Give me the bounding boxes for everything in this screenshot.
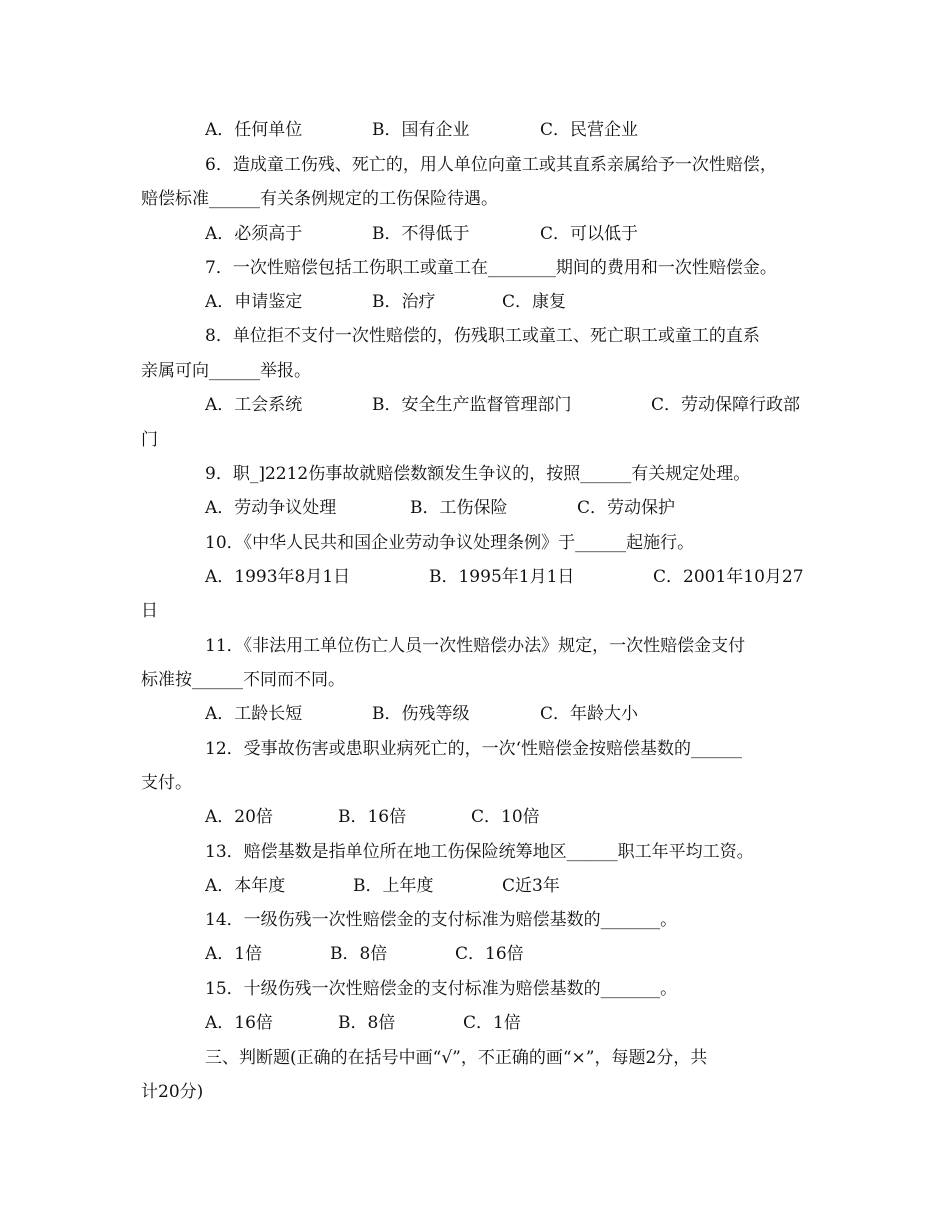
q15-stem-line1: 15．十级伤残一次性赔偿金的支付标准为赔偿基数的_______。 — [205, 979, 678, 999]
section3-heading-line2: 计20分) — [141, 1082, 204, 1102]
q9-option-b: B．工伤保险 — [410, 498, 508, 518]
q8-option-b: B．安全生产监督管理部门 — [372, 395, 572, 415]
q11-option-a: A．工龄长短 — [205, 704, 303, 724]
q10-stem-line1: 10．《中华人民共和国企业劳动争议处理条例》于______起施行。 — [205, 533, 695, 553]
section3-heading-line1: 三、判断题(正确的在括号中画“√”，不正确的画“×”，每题2分，共 — [205, 1048, 708, 1068]
q10-option-b: B．1995年1月1日 — [429, 567, 575, 587]
q5-option-c: C．民营企业 — [540, 120, 639, 140]
q7-option-c: C．康复 — [502, 292, 567, 312]
q9-option-c: C．劳动保护 — [577, 498, 676, 518]
q12-option-b: B．16倍 — [338, 807, 407, 827]
q15-option-a: A．16倍 — [205, 1013, 273, 1033]
q9-stem-line1: 9．职_]2212伤事故就赔偿数额发生争议的，按照______有关规定处理。 — [205, 464, 751, 484]
q11-stem-line2: 标准按______不同而不同。 — [141, 670, 345, 690]
q11-stem-line1: 11．《非法用工单位伤亡人员一次性赔偿办法》规定，一次性赔偿金支付 — [205, 636, 746, 656]
q7-stem-line1: 7．一次性赔偿包括工伤职工或童工在________期间的费用和一次性赔偿金。 — [205, 258, 777, 278]
q12-option-c: C．10倍 — [471, 807, 540, 827]
q6-option-a: A．必须高于 — [205, 224, 303, 244]
q6-stem-line1: 6．造成童工伤残、死亡的，用人单位向童工或其直系亲属给予一次性赔偿， — [205, 155, 777, 175]
q10-option-a: A．1993年8月1日 — [205, 567, 351, 587]
q11-option-b: B．伤残等级 — [372, 704, 470, 724]
q9-option-a: A．劳动争议处理 — [205, 498, 337, 518]
q14-stem-line1: 14．一级伤残一次性赔偿金的支付标准为赔偿基数的_______。 — [205, 910, 678, 930]
q8-option-c-wrap: 门 — [141, 430, 158, 450]
q8-stem-line2: 亲属可向______举报。 — [141, 361, 311, 381]
q14-option-b: B．8倍 — [330, 944, 388, 964]
q13-option-c: C近3年 — [502, 876, 560, 896]
q8-stem-line1: 8．单位拒不支付一次性赔偿的，伤残职工或童工、死亡职工或童工的直系 — [205, 326, 760, 346]
q5-option-b: B．国有企业 — [372, 120, 470, 140]
q13-option-b: B．上年度 — [353, 876, 434, 896]
q13-stem-line1: 13．赔偿基数是指单位所在地工伤保险统筹地区______职工年平均工资。 — [205, 842, 754, 862]
q15-option-b: B．8倍 — [338, 1013, 396, 1033]
q14-option-a: A．1倍 — [205, 944, 263, 964]
q6-option-c: C．可以低于 — [540, 224, 639, 244]
q7-option-b: B．治疗 — [372, 292, 436, 312]
q14-option-c: C．16倍 — [455, 944, 524, 964]
q6-stem-line2: 赔偿标准______有关条例规定的工伤保险待遇。 — [141, 189, 498, 209]
q15-option-c: C．1倍 — [463, 1013, 521, 1033]
q8-option-a: A．工会系统 — [205, 395, 303, 415]
q12-option-a: A．20倍 — [205, 807, 273, 827]
q12-stem-line2: 支付。 — [141, 773, 192, 793]
q5-option-a: A．任何单位 — [205, 120, 303, 140]
q13-option-a: A．本年度 — [205, 876, 286, 896]
q10-option-c: C．2001年10月27 — [653, 567, 804, 587]
q7-option-a: A．申请鉴定 — [205, 292, 303, 312]
q10-option-c-wrap: 日 — [141, 601, 158, 621]
q6-option-b: B．不得低于 — [372, 224, 470, 244]
q12-stem-line1: 12．受事故伤害或患职业病死亡的，一次‘性赔偿金按赔偿基数的______ — [205, 739, 743, 759]
q11-option-c: C．年龄大小 — [540, 704, 639, 724]
q8-option-c: C．劳动保障行政部 — [651, 395, 801, 415]
